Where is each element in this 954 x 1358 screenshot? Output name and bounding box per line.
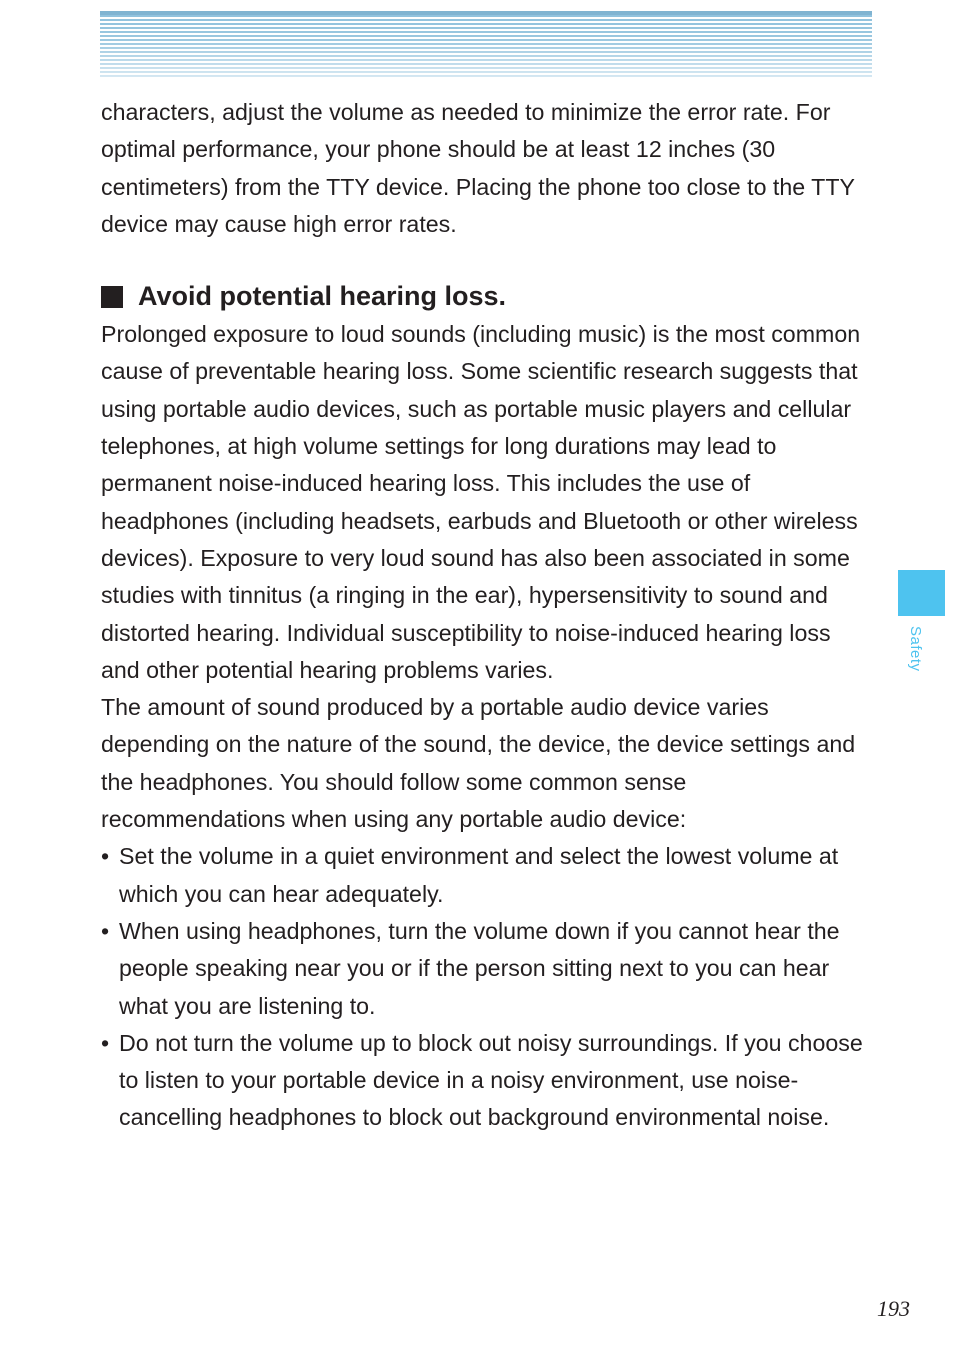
bullet-icon: •	[101, 1029, 110, 1056]
page-number: 193	[877, 1296, 910, 1321]
list-item	[101, 1025, 873, 1137]
section-tab-label: Safety	[907, 626, 924, 672]
bullet-icon: •	[101, 917, 110, 944]
section-heading	[101, 277, 873, 316]
list-item	[101, 913, 873, 1025]
list-item-text: Do not turn the volume up to block out noisy surroundings. If you choose to listen to your portable device in a noisy environment, use noise-cancelling headphones to block out background environmental noise.	[119, 1029, 863, 1131]
section-heading-text: Avoid potential hearing loss.	[138, 281, 507, 312]
list-item-text: When using headphones, turn the volume down if you cannot hear the people speaking near you or if the person sitting next to you can hear what you are listening to.	[119, 917, 840, 1019]
body-paragraph-1: Prolonged exposure to loud sounds (including music) is the most common cause of preventable hearing loss. Some scientific research suggests that using portable audio devices, such as portable music players and cellular telephones, at high volume settings for long durations may lead to permanent noise-induced hearing loss. This includes the use of headphones (including headsets, earbuds and Bluetooth or other wireless devices). Exposure to very loud sound has also been associated in some studies with tinnitus (a ringing in the ear), hypersensitivity to sound and distorted hearing. Individual susceptibility to noise-induced hearing loss and other potential hearing problems varies.	[101, 321, 861, 683]
square-bullet-icon	[101, 286, 123, 308]
body-paragraph-2: The amount of sound produced by a portable audio device varies depending on the nature of the sound, the device, the device settings and the headphones. You should follow some common sense recommendations when using any portable audio device:	[101, 694, 856, 833]
page-content	[101, 94, 873, 1137]
section-tab-marker	[898, 570, 945, 616]
list-item	[101, 838, 873, 913]
recommendation-list	[101, 838, 873, 1136]
header-top-rule	[100, 11, 872, 15]
header-decoration-band	[100, 11, 872, 79]
bullet-icon: •	[101, 843, 110, 870]
intro-paragraph: characters, adjust the volume as needed to minimize the error rate. For optimal performance, your phone should be at least 12 inches (30 centimeters) from the TTY device. Placing the phone too close to the TTY device may cause high error rates.	[101, 99, 855, 237]
list-item-text: Set the volume in a quiet environment and select the lowest volume at which you can hear adequately.	[119, 843, 839, 907]
